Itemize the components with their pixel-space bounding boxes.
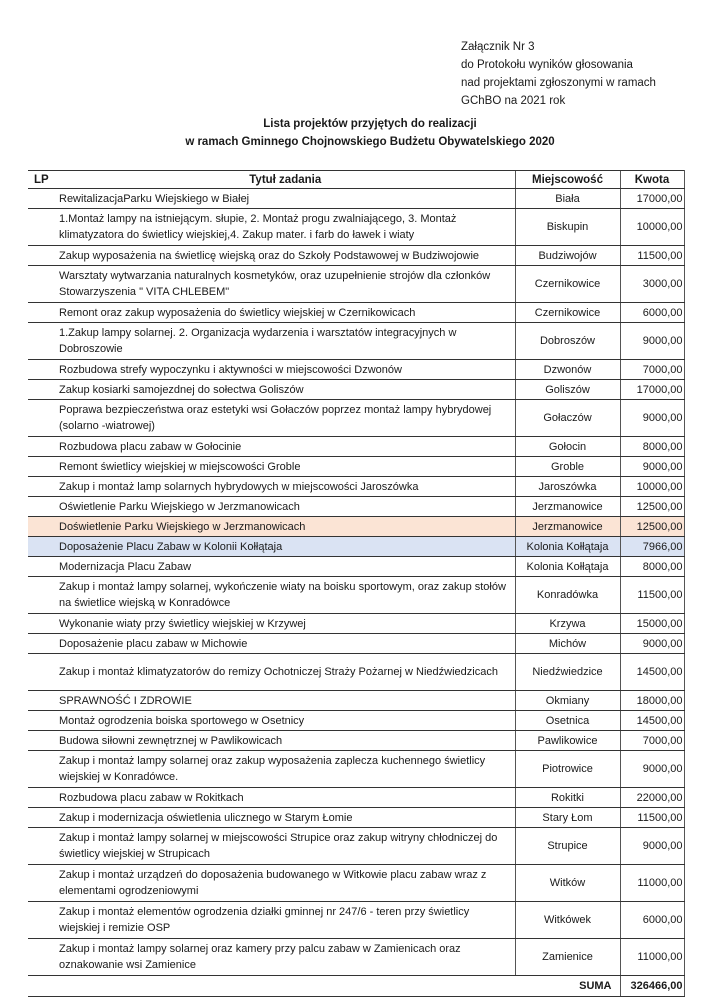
title-cell: Zakup i montaż lampy solarnej oraz kamery przy palcu zabaw w Zamienicach oraz oznakowanie wsi Zamienice [56,939,515,976]
lp-cell [28,691,56,711]
title-cell: Poprawa bezpieczeństwa oraz estetyki wsi Gołaczów poprzez montaż lampy hybrydowej (solarno -wiatrowej) [56,400,515,437]
title-cell: Zakup i montaż lampy solarnej w miejscowości Strupice oraz zakup witryny chłodniczej do świetlicy wiejskiej w Strupicach [56,828,515,865]
place-cell: Zamienice [515,939,620,976]
place-cell: Jerzmanowice [515,517,620,537]
amount-cell: 9000,00 [620,751,684,788]
lp-cell [28,360,56,380]
lp-cell [28,939,56,976]
document-title-line-2: w ramach Gminnego Chojnowskiego Budżetu Obywatelskiego 2020 [185,136,555,148]
place-cell: Czernikowice [515,303,620,323]
table-row [28,303,684,323]
place-cell: Pawlikowice [515,731,620,751]
table-row [28,711,684,731]
lp-cell [28,577,56,614]
amount-cell: 12500,00 [620,517,684,537]
place-cell: Biała [515,189,620,209]
table-row [28,634,684,654]
title-cell: SPRAWNOŚĆ I ZDROWIE [56,691,515,711]
document-title [0,115,717,151]
lp-cell [28,380,56,400]
table-row [28,865,684,902]
amount-cell: 17000,00 [620,380,684,400]
lp-cell [28,828,56,865]
title-cell: Zakup i montaż klimatyzatorów do remizy Ochotniczej Straży Pożarnej w Niedźwiedzicach [56,654,515,691]
header-place: Miejscowość [515,171,620,189]
place-cell: Gołocin [515,437,620,457]
place-cell: Witków [515,865,620,902]
table-row [28,360,684,380]
amount-cell: 14500,00 [620,711,684,731]
table-row [28,457,684,477]
place-cell: Stary Łom [515,808,620,828]
lp-cell [28,517,56,537]
table-row [28,497,684,517]
place-cell: Osetnica [515,711,620,731]
title-cell: Zakup wyposażenia na świetlicę wiejską oraz do Szkoły Podstawowej w Budziwojowie [56,246,515,266]
place-cell: Kolonia Kołłątaja [515,537,620,557]
amount-cell: 11500,00 [620,246,684,266]
sum-row [28,976,684,997]
lp-cell [28,189,56,209]
amount-cell: 7966,00 [620,537,684,557]
amount-cell: 9000,00 [620,400,684,437]
amount-cell: 7000,00 [620,360,684,380]
place-cell: Jaroszówka [515,477,620,497]
title-cell: Remont oraz zakup wyposażenia do świetlicy wiejskiej w Czernikowicach [56,303,515,323]
amount-cell: 11000,00 [620,939,684,976]
attachment-note [461,38,656,110]
amount-cell: 3000,00 [620,266,684,303]
place-cell: Konradówka [515,577,620,614]
title-cell: 1.Zakup lampy solarnej. 2. Organizacja wydarzenia i warsztatów integracyjnych w Dobroszowie [56,323,515,360]
title-cell: Doświetlenie Parku Wiejskiego w Jerzmanowicach [56,517,515,537]
amount-cell: 10000,00 [620,209,684,246]
lp-cell [28,400,56,437]
title-cell: Zakup i modernizacja oświetlenia ulicznego w Starym Łomie [56,808,515,828]
lp-cell [28,614,56,634]
table-row [28,577,684,614]
lp-cell [28,902,56,939]
sum-label: SUMA [28,976,620,997]
title-cell: RewitalizacjaParku Wiejskiego w Białej [56,189,515,209]
table-row [28,654,684,691]
lp-cell [28,477,56,497]
title-cell: Budowa siłowni zewnętrznej w Pawlikowicach [56,731,515,751]
amount-cell: 9000,00 [620,323,684,360]
lp-cell [28,731,56,751]
amount-cell: 17000,00 [620,189,684,209]
table-row [28,400,684,437]
title-cell: Warsztaty wytwarzania naturalnych kosmetyków, oraz uzupełnienie strojów dla członków Stowarzyszenia " VITA CHLEBEM" [56,266,515,303]
place-cell: Czernikowice [515,266,620,303]
title-cell: 1.Montaż lampy na istniejącym. słupie, 2. Montaż progu zwalniającego, 3. Montaż klimatyzatora do świetlicy wiejskiej,4. Zakup mater. i farb do ławek i wiaty [56,209,515,246]
attachment-line-4: GChBO na 2021 rok [461,95,566,107]
amount-cell: 18000,00 [620,691,684,711]
amount-cell: 6000,00 [620,303,684,323]
title-cell: Wykonanie wiaty przy świetlicy wiejskiej w Krzywej [56,614,515,634]
lp-cell [28,457,56,477]
lp-cell [28,654,56,691]
place-cell: Niedźwiedzice [515,654,620,691]
title-cell: Zakup kosiarki samojezdnej do sołectwa Goliszów [56,380,515,400]
lp-cell [28,788,56,808]
title-cell: Doposażenie Placu Zabaw w Kolonii Kołłątaja [56,537,515,557]
title-cell: Modernizacja Placu Zabaw [56,557,515,577]
place-cell: Witkówek [515,902,620,939]
table-row [28,614,684,634]
table-row [28,691,684,711]
table-row [28,246,684,266]
title-cell: Montaż ogrodzenia boiska sportowego w Osetnicy [56,711,515,731]
table-row [28,828,684,865]
table-row [28,731,684,751]
lp-cell [28,751,56,788]
place-cell: Kolonia Kołłątaja [515,557,620,577]
title-cell: Rozbudowa placu zabaw w Rokitkach [56,788,515,808]
sum-value: 326466,00 [620,976,684,997]
table-row [28,477,684,497]
table-row [28,517,684,537]
lp-cell [28,437,56,457]
place-cell: Jerzmanowice [515,497,620,517]
table-row [28,537,684,557]
lp-cell [28,557,56,577]
header-amount: Kwota [620,171,684,189]
amount-cell: 22000,00 [620,788,684,808]
place-cell: Rokitki [515,788,620,808]
title-cell: Rozbudowa strefy wypoczynku i aktywności w miejscowości Dzwonów [56,360,515,380]
place-cell: Goliszów [515,380,620,400]
amount-cell: 9000,00 [620,634,684,654]
attachment-line-2: do Protokołu wyników głosowania [461,59,633,71]
title-cell: Zakup i montaż lampy solarnej, wykończenie wiaty na boisku sportowym, oraz zakup stołów na świetlice wiejską w Konradówce [56,577,515,614]
table-row [28,380,684,400]
document-title-line-1: Lista projektów przyjętych do realizacji [263,118,477,130]
amount-cell: 15000,00 [620,614,684,634]
amount-cell: 12500,00 [620,497,684,517]
lp-cell [28,209,56,246]
place-cell: Krzywa [515,614,620,634]
title-cell: Doposażenie placu zabaw w Michowie [56,634,515,654]
title-cell: Zakup i montaż elementów ogrodzenia działki gminnej nr 247/6 - teren przy świetlicy wiejskiej i remizie OSP [56,902,515,939]
place-cell: Budziwojów [515,246,620,266]
amount-cell: 9000,00 [620,457,684,477]
lp-cell [28,711,56,731]
lp-cell [28,497,56,517]
header-lp: LP [28,171,56,189]
place-cell: Michów [515,634,620,654]
place-cell: Gołaczów [515,400,620,437]
table-row [28,902,684,939]
table-row [28,323,684,360]
title-cell: Zakup i montaż lamp solarnych hybrydowych w miejscowości Jaroszówka [56,477,515,497]
lp-cell [28,323,56,360]
title-cell: Zakup i montaż lampy solarnej oraz zakup wyposażenia zaplecza kuchennego świetlicy wiejskiej w Konradówce. [56,751,515,788]
amount-cell: 10000,00 [620,477,684,497]
amount-cell: 7000,00 [620,731,684,751]
table-row [28,189,684,209]
place-cell: Piotrowice [515,751,620,788]
lp-cell [28,634,56,654]
table-row [28,557,684,577]
amount-cell: 11500,00 [620,808,684,828]
table-row [28,209,684,246]
place-cell: Strupice [515,828,620,865]
table-row [28,266,684,303]
amount-cell: 11500,00 [620,577,684,614]
table-header-row [28,171,684,189]
attachment-line-3: nad projektami zgłoszonymi w ramach [461,77,656,89]
lp-cell [28,537,56,557]
amount-cell: 14500,00 [620,654,684,691]
projects-table [28,170,685,997]
lp-cell [28,808,56,828]
place-cell: Okmiany [515,691,620,711]
lp-cell [28,303,56,323]
amount-cell: 6000,00 [620,902,684,939]
table-row [28,751,684,788]
amount-cell: 11000,00 [620,865,684,902]
place-cell: Groble [515,457,620,477]
title-cell: Zakup i montaż urządzeń do doposażenia budowanego w Witkowie placu zabaw wraz z elementami ogrodzeniowymi [56,865,515,902]
lp-cell [28,865,56,902]
title-cell: Oświetlenie Parku Wiejskiego w Jerzmanowicach [56,497,515,517]
amount-cell: 8000,00 [620,437,684,457]
table-row [28,939,684,976]
place-cell: Dobroszów [515,323,620,360]
lp-cell [28,246,56,266]
amount-cell: 8000,00 [620,557,684,577]
table-body [28,189,684,976]
place-cell: Dzwonów [515,360,620,380]
attachment-line-1: Załącznik Nr 3 [461,41,535,53]
header-title: Tytuł zadania [56,171,515,189]
place-cell: Biskupin [515,209,620,246]
table-row [28,437,684,457]
table-row [28,808,684,828]
table-row [28,788,684,808]
amount-cell: 9000,00 [620,828,684,865]
title-cell: Remont świetlicy wiejskiej w miejscowości Groble [56,457,515,477]
lp-cell [28,266,56,303]
title-cell: Rozbudowa placu zabaw w Gołocinie [56,437,515,457]
